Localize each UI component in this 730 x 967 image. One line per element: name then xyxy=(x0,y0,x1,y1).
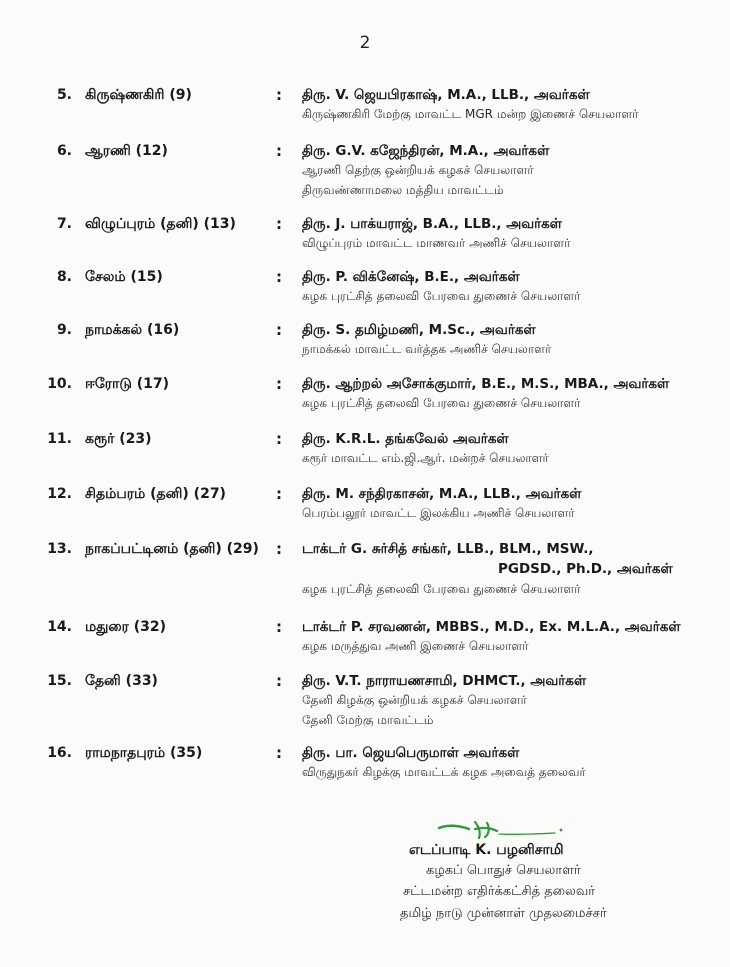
candidate-name: திரு. M. சந்திரகாசன், M.A., LLB., அவர்கள் xyxy=(302,486,582,502)
constituency-name: நாகப்பட்டினம் (தனி) (29) xyxy=(85,541,259,557)
constituency-name: கிருஷ்ணகிரி (9) xyxy=(85,87,192,103)
entry-number: 9. xyxy=(56,322,72,338)
candidate-role: கழக புரட்சித் தலைவி பேரவை துணைச் செயலாளர் xyxy=(302,396,581,410)
constituency-name: தேனி (33) xyxy=(85,673,158,689)
colon-separator: : xyxy=(276,672,282,690)
candidate-role: பெரம்பலூர் மாவட்ட இலக்கிய அணிச் செயலாளர் xyxy=(302,506,575,520)
constituency-name: விழுப்புரம் (தனி) (13) xyxy=(85,216,236,232)
candidate-name: திரு. G.V. கஜேந்திரன், M.A., அவர்கள் xyxy=(302,143,550,159)
candidate-role: ஆரணி தெற்கு ஒன்றியக் கழகச் செயலாளர் xyxy=(302,163,534,177)
entry-number: 6. xyxy=(56,143,72,159)
entry-number: 11. xyxy=(47,431,72,447)
signatory-name: எடப்பாடி K. பழனிசாமி xyxy=(409,842,564,858)
constituency-name: சேலம் (15) xyxy=(85,269,163,285)
entry-number: 5. xyxy=(56,87,72,103)
constituency-name: ராமநாதபுரம் (35) xyxy=(85,745,203,761)
entry-number: 15. xyxy=(47,673,72,689)
colon-separator: : xyxy=(276,215,282,233)
candidate-role: தேனி மேற்கு மாவட்டம் xyxy=(302,713,434,727)
candidate-name: டாக்டர் G. சுர்சித் சங்கர், LLB., BLM., MSW., xyxy=(302,541,594,557)
candidate-role: விழுப்புரம் மாவட்ட மாணவர் அணிச் செயலாளர் xyxy=(302,236,571,250)
entry-number: 10. xyxy=(47,376,72,392)
colon-separator: : xyxy=(276,744,282,762)
colon-separator: : xyxy=(276,86,282,104)
signatory-title-3: தமிழ் நாடு முன்னாள் முதலமைச்சர் xyxy=(400,906,607,921)
candidate-name: திரு. V. ஜெயபிரகாஷ், M.A., LLB., அவர்கள் xyxy=(302,87,590,103)
candidate-name: திரு. ஆற்றல் அசோக்குமார், B.E., M.S., MBA., அவர்கள் xyxy=(302,376,670,392)
candidate-name: திரு. S. தமிழ்மணி, M.Sc., அவர்கள் xyxy=(302,322,536,338)
signature-block xyxy=(390,818,690,948)
signature-icon xyxy=(435,818,575,842)
candidate-name: திரு. P. விக்னேஷ், B.E., அவர்கள் xyxy=(302,269,520,285)
signatory-title-1: கழகப் பொதுச் செயலாளர் xyxy=(426,863,581,878)
entry-number: 7. xyxy=(56,216,72,232)
signatory-title-2: சட்டமன்ற எதிர்க்கட்சித் தலைவர் xyxy=(403,884,596,899)
candidate-role: தேனி கிழக்கு ஒன்றியக் கழகச் செயலாளர் xyxy=(302,693,527,707)
candidate-role: கழக புரட்சித் தலைவி பேரவை துணைச் செயலாளர் xyxy=(302,289,581,303)
colon-separator: : xyxy=(276,430,282,448)
colon-separator: : xyxy=(276,142,282,160)
entry-number: 8. xyxy=(56,269,72,285)
colon-separator: : xyxy=(276,618,282,636)
constituency-name: கரூர் (23) xyxy=(85,431,152,447)
candidate-role: விருதுநகர் கிழக்கு மாவட்டக் கழக அவைத் தலைவர் xyxy=(302,765,586,779)
entry-number: 14. xyxy=(47,619,72,635)
colon-separator: : xyxy=(276,485,282,503)
candidate-role: கரூர் மாவட்ட எம்.ஜி.ஆர். மன்றச் செயலாளர் xyxy=(302,451,549,465)
candidate-role: கழக புரட்சித் தலைவி பேரவை துணைச் செயலாளர் xyxy=(302,582,581,596)
entry-number: 12. xyxy=(47,486,72,502)
candidate-role: கழக மருத்துவ அணி இணைச் செயலாளர் xyxy=(302,639,529,653)
colon-separator: : xyxy=(276,268,282,286)
candidate-name: திரு. K.R.L. தங்கவேல் அவர்கள் xyxy=(302,431,509,447)
page-number: 2 xyxy=(359,33,371,53)
colon-separator: : xyxy=(276,540,282,558)
candidate-name: திரு. J. பாக்யராஜ், B.A., LLB., அவர்கள் xyxy=(302,216,562,232)
colon-separator: : xyxy=(276,375,282,393)
entry-number: 16. xyxy=(47,745,72,761)
entry-number: 13. xyxy=(47,541,72,557)
constituency-name: நாமக்கல் (16) xyxy=(85,322,180,338)
constituency-name: சிதம்பரம் (தனி) (27) xyxy=(85,486,226,502)
constituency-name: ஈரோடு (17) xyxy=(85,376,170,392)
candidate-name-continued: PGDSD., Ph.D., அவர்கள் xyxy=(498,561,673,577)
candidate-role: திருவண்ணாமலை மத்திய மாவட்டம் xyxy=(302,183,504,197)
constituency-name: மதுரை (32) xyxy=(85,619,167,635)
candidate-name: திரு. பா. ஜெயபெருமாள் அவர்கள் xyxy=(302,745,520,761)
candidate-role: கிருஷ்ணகிரி மேற்கு மாவட்ட MGR மன்ற இணைச் செயலாளர் xyxy=(302,107,639,121)
candidate-role: நாமக்கல் மாவட்ட வர்த்தக அணிச் செயலாளர் xyxy=(302,342,552,356)
colon-separator: : xyxy=(276,321,282,339)
constituency-name: ஆரணி (12) xyxy=(85,143,168,159)
candidate-name: திரு. V.T. நாராயணசாமி, DHMCT., அவர்கள் xyxy=(302,673,587,689)
candidate-name: டாக்டர் P. சரவணன், MBBS., M.D., Ex. M.L.A., அவர்கள் xyxy=(302,619,681,635)
